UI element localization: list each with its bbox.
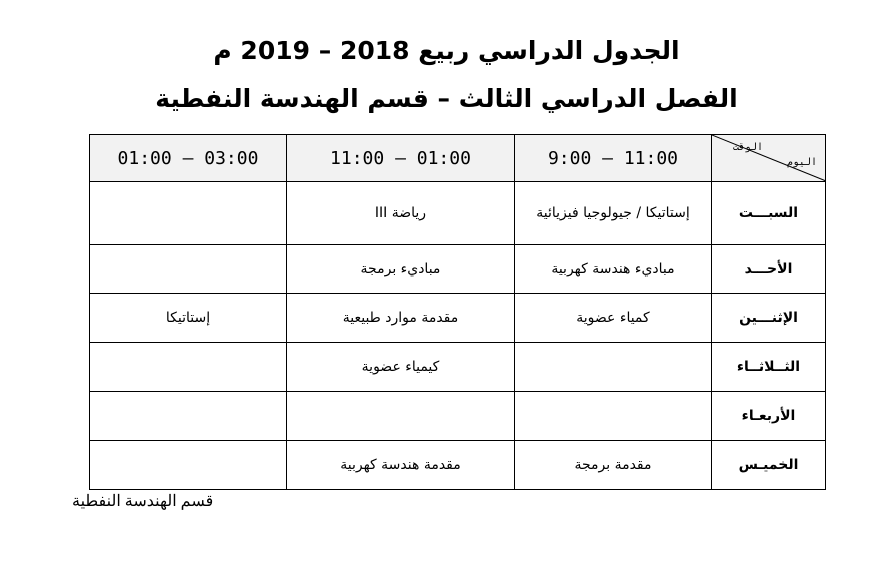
course-cell [515,343,712,392]
course-cell: إستاتيكا [90,294,287,343]
day-cell: الثــلاثــاء [712,343,826,392]
time-slot-header: 01:00 – 03:00 [90,135,287,182]
corner-header-cell [712,135,826,182]
day-cell: السبـــت [712,182,826,245]
day-cell: الأحـــد [712,245,826,294]
day-cell: الإثنـــين [712,294,826,343]
table-row [90,441,826,490]
course-cell: كمياء عضوية [515,294,712,343]
course-cell: رياضة III [287,182,515,245]
table-header-row [90,135,826,182]
course-cell [90,245,287,294]
course-cell: كيمياء عضوية [287,343,515,392]
course-cell [515,392,712,441]
course-cell: مقدمة هندسة كهربية [287,441,515,490]
course-cell [90,392,287,441]
course-cell: مقدمة برمجة [515,441,712,490]
schedule-table [89,134,826,490]
table-row [90,343,826,392]
corner-time-label: الوقت [732,142,763,153]
page-subtitle: الفصل الدراسي الثالث – قسم الهندسة النفطية [155,84,738,113]
time-slot-header: 9:00 – 11:00 [515,135,712,182]
course-cell [90,343,287,392]
course-cell [90,441,287,490]
course-cell [287,392,515,441]
course-cell: مقدمة موارد طبيعية [287,294,515,343]
table-row [90,392,826,441]
table-row [90,182,826,245]
day-cell: الأربعـاء [712,392,826,441]
course-cell: إستاتيكا / جيولوجيا فيزيائية [515,182,712,245]
time-slot-header: 11:00 – 01:00 [287,135,515,182]
page-title: الجدول الدراسي ربيع 2018 – 2019 م [213,36,680,65]
footer-department-label: قسم الهندسة النفطية [72,493,214,510]
corner-day-label: اليوم [786,157,817,168]
course-cell [90,182,287,245]
course-cell: مباديء برمجة [287,245,515,294]
table-row [90,245,826,294]
day-cell: الخميـس [712,441,826,490]
course-cell: مباديء هندسة كهربية [515,245,712,294]
table-row [90,294,826,343]
